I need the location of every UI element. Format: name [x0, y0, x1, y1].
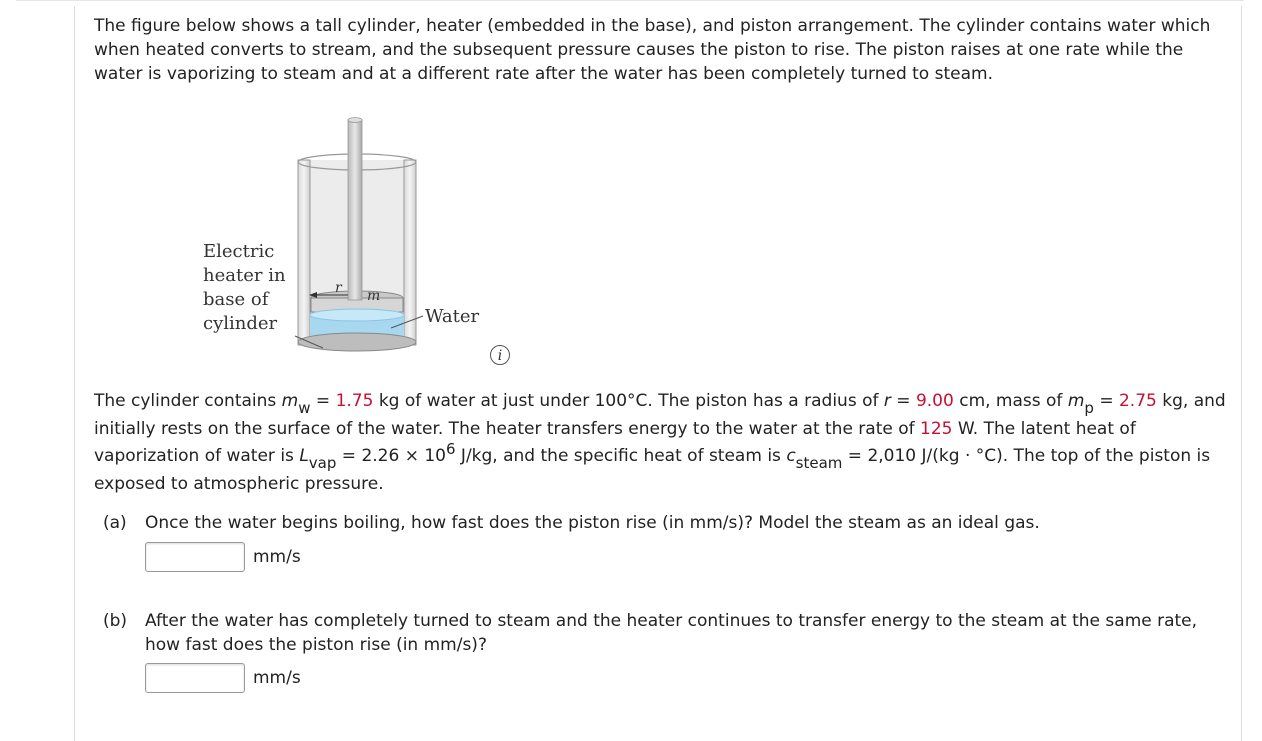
heater-label-line-3: base of — [203, 289, 269, 310]
water-label: Water — [425, 306, 480, 327]
water-surface — [310, 309, 404, 321]
intro-text: The figure below shows a tall cylinder, heater (embedded in the base), and piston arrangement. The cylinder contains water which when heated converts to stream, and the subsequent pressure causes the piston to rise. The piston raises at one rate while the water is vaporizing to steam and at a different rate after the water has been completely turned to steam. — [94, 16, 1211, 84]
answer-b-unit: mm/s — [253, 668, 301, 688]
radius-label: r — [335, 280, 342, 296]
question-b-letter: (b) — [103, 611, 128, 631]
mw-value: 1.75 — [335, 391, 374, 411]
question-b — [103, 609, 1198, 655]
answer-a-input[interactable] — [145, 542, 245, 572]
question-a-text: Once the water begins boiling, how fast does the piston rise (in mm/s)? Model the steam as an ideal gas. — [145, 513, 1040, 533]
cylinder-base — [298, 333, 416, 351]
cylinder-figure — [195, 110, 495, 370]
info-icon[interactable]: i — [490, 345, 510, 365]
power-value: 125 — [920, 418, 953, 439]
answer-b-input[interactable] — [145, 663, 245, 693]
question-a-letter: (a) — [103, 513, 127, 533]
question-b-text: After the water has completely turned to steam and the heater continues to transfer energy to the steam at the same rate, how fast does the piston rise (in mm/s)? — [145, 611, 1198, 655]
heater-label-line-2: heater in — [203, 265, 286, 286]
piston-rod — [348, 120, 362, 300]
answer-a-unit: mm/s — [253, 547, 301, 567]
heater-label-line-1: Electric — [203, 241, 275, 262]
answer-a-row — [145, 542, 301, 572]
heater-label-line-4: cylinder — [203, 313, 278, 334]
radius-value: 9.00 — [915, 391, 954, 411]
answer-b-row — [145, 663, 301, 693]
cylinder-right-wall — [404, 160, 416, 345]
problem-statement: The cylinder contains mw = 1.75 kg of water at just under 100°C. The piston has a radius of r = 9.00 cm, mass of mp = 2.75 kg, and initially rests on the surface of the water. The heater transfers energy to the water at the rate of 125 W. The latent heat of vaporization of water is Lvap = 2.26 × 106 J/kg, and the specific heat of steam is csteam = 2,010 J/(kg · °C). The top of the piston is exposed to atmospheric pressure. — [94, 391, 1226, 494]
mp-value: 2.75 — [1118, 391, 1157, 411]
heater-label — [203, 240, 286, 336]
rod-top — [348, 118, 362, 123]
cylinder-left-wall — [298, 160, 310, 345]
question-a — [103, 511, 1040, 535]
mass-label: m — [367, 288, 381, 304]
